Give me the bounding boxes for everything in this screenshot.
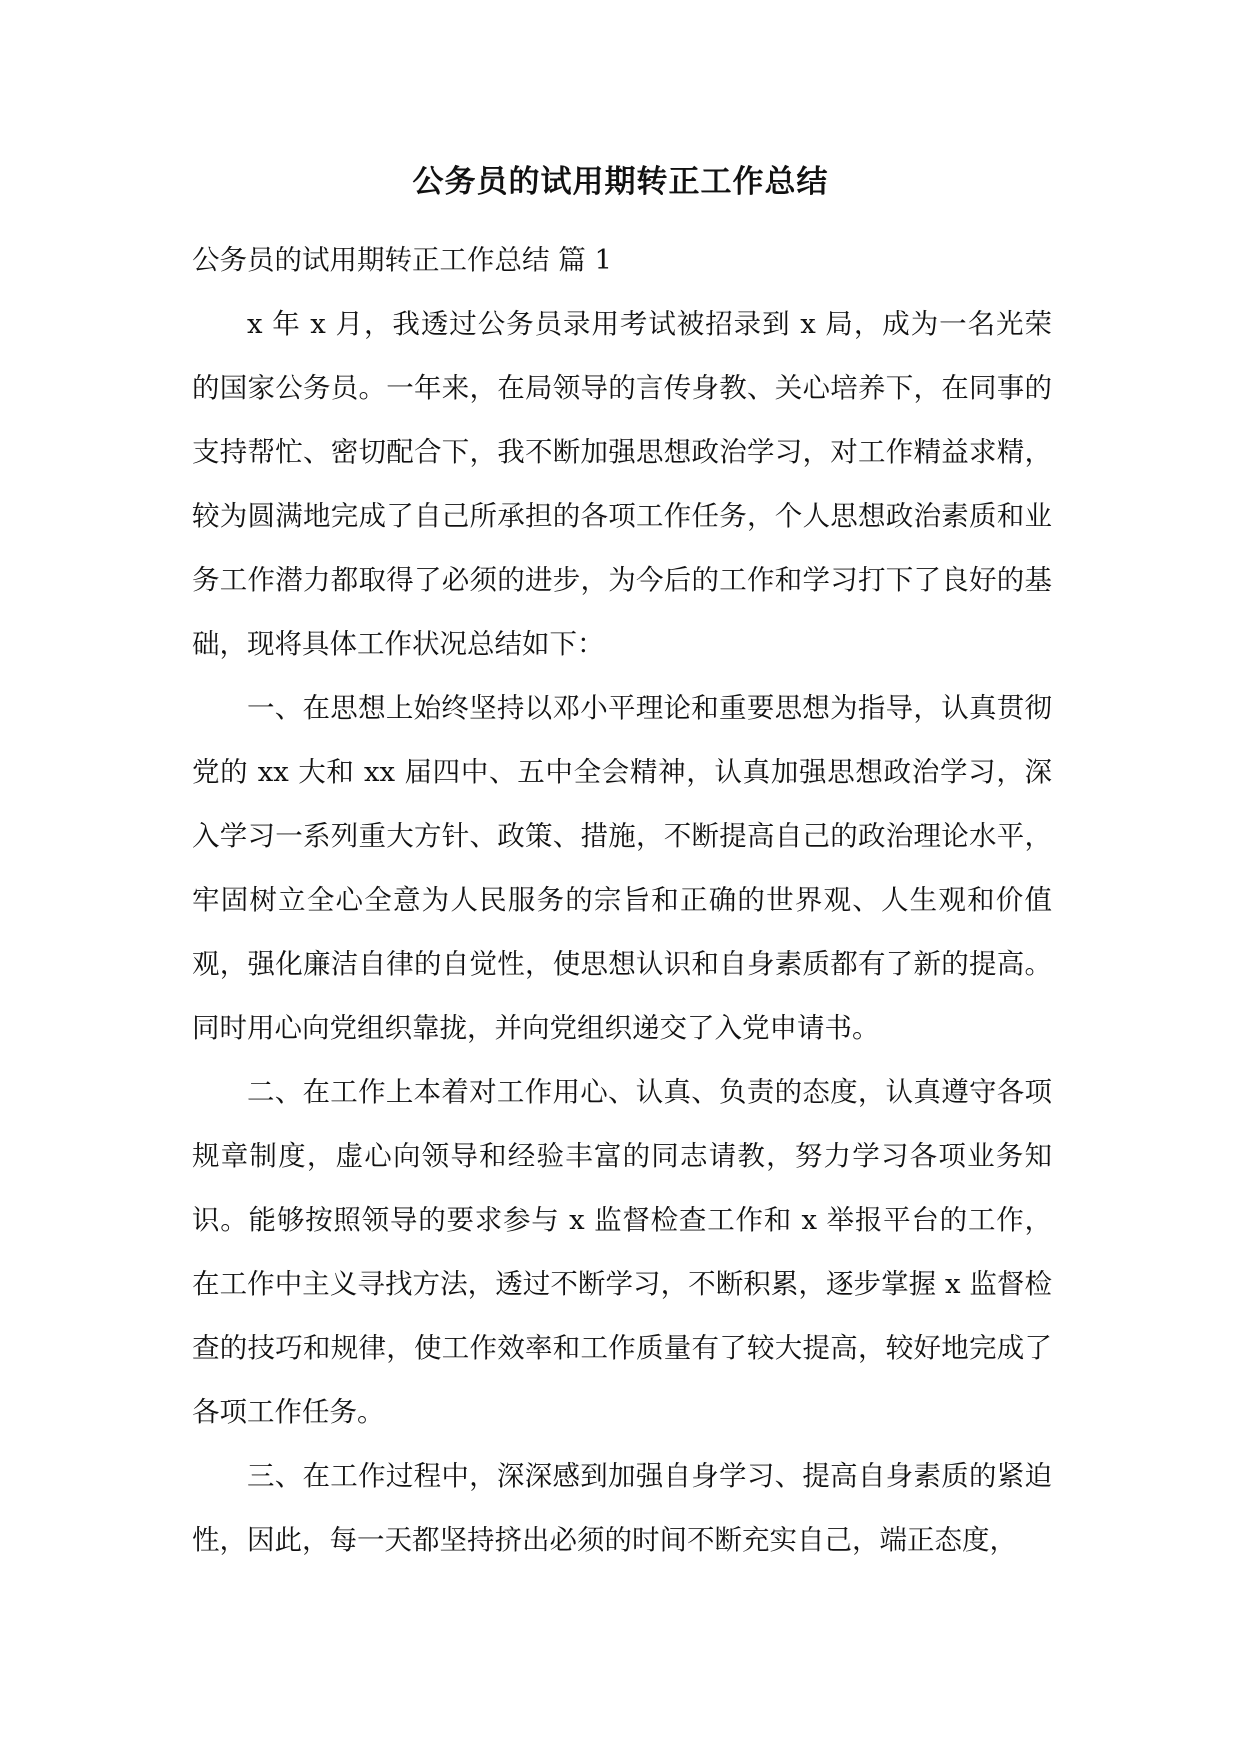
document-body	[192, 228, 1052, 1572]
paragraph-section-2: 二、在工作上本着对工作用心、认真、负责的态度，认真遵守各项规章制度，虚心向领导和经验丰富的同志请教，努力学习各项业务知识。能够按照领导的要求参与 x 监督检查工作和 x 举报平台的工作，在工作中主义寻找方法，透过不断学习，不断积累，逐步掌握 x 监督检查的技巧和规律，使工作效率和工作质量有了较大提高，较好地完成了各项工作任务。	[192, 1076, 1052, 1428]
section-subtitle: 公务员的试用期转正工作总结 篇 1	[192, 244, 612, 276]
document-title: 公务员的试用期转正工作总结	[412, 164, 829, 200]
paragraph-intro: x 年 x 月，我透过公务员录用考试被招录到 x 局，成为一名光荣的国家公务员。一年来，在局领导的言传身教、关心培养下，在同事的支持帮忙、密切配合下，我不断加强思想政治学习，对工作精益求精，较为圆满地完成了自己所承担的各项工作任务，个人思想政治素质和业务工作潜力都取得了必须的进步，为今后的工作和学习打下了良好的基础，现将具体工作状况总结如下：	[192, 308, 1052, 660]
paragraph-section-3: 三、在工作过程中，深深感到加强自身学习、提高自身素质的紧迫性，因此，每一天都坚持挤出必须的时间不断充实自己，端正态度，	[192, 1460, 1052, 1556]
paragraph-section-1: 一、在思想上始终坚持以邓小平理论和重要思想为指导，认真贯彻党的 xx 大和 xx 届四中、五中全会精神，认真加强思想政治学习，深入学习一系列重大方针、政策、措施，不断提高自己的政治理论水平，牢固树立全心全意为人民服务的宗旨和正确的世界观、人生观和价值观，强化廉洁自律的自觉性，使思想认识和自身素质都有了新的提高。同时用心向党组织靠拢，并向党组织递交了入党申请书。	[192, 692, 1052, 1044]
